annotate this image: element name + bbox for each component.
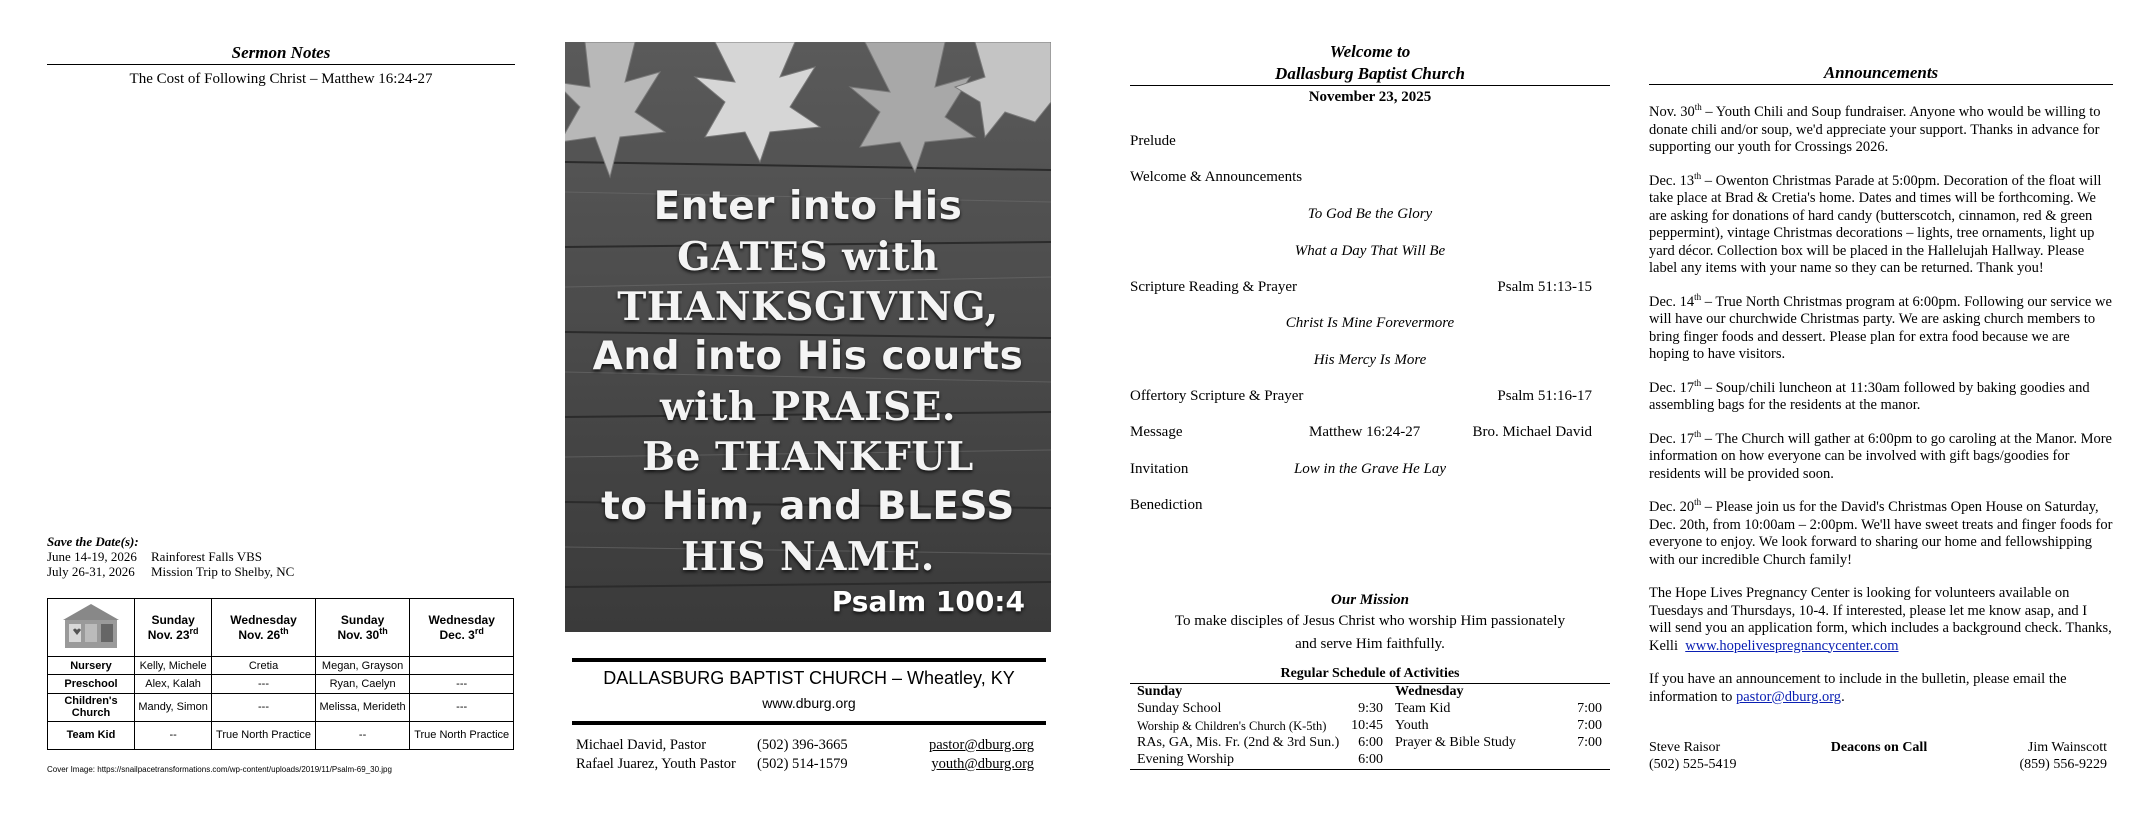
staff-contact-row bbox=[576, 737, 1046, 754]
schedule-column-header: Wednesday Dec. 3rd bbox=[410, 599, 514, 657]
schedule-activity: Team Kid bbox=[1395, 701, 1451, 716]
schedule-time: 7:00 bbox=[1577, 735, 1602, 750]
save-date-event: Mission Trip to Shelby, NC bbox=[151, 564, 295, 579]
mission-line: To make disciples of Jesus Christ who worship Him passionately bbox=[1174, 613, 1566, 629]
table-row: Team Kid -- True North Practice -- True North Practice bbox=[48, 721, 514, 749]
staff-email-link[interactable]: pastor@dburg.org bbox=[928, 737, 1034, 753]
staff-phone: (502) 396-3665 bbox=[757, 737, 848, 753]
schedule-activity: RAs, GA, Mis. Fr. (2nd & 3rd Sun.) bbox=[1137, 735, 1340, 750]
hymn-title: His Mercy Is More bbox=[1313, 352, 1427, 368]
cover-image-credit: Cover Image: https://snailpacetransformations.com/wp-content/uploads/2019/11/Psalm-69_30.jpg bbox=[47, 765, 392, 774]
bulletin-note: If you have an announcement to include in the bulletin, please email the information to pastor@dburg.org. bbox=[1649, 671, 2067, 705]
service-date: November 23, 2025 bbox=[1308, 89, 1432, 105]
schedule-time: 6:00 bbox=[1358, 752, 1383, 767]
sermon-notes-heading: Sermon Notes bbox=[231, 43, 331, 62]
deacon-left-phone: (502) 525-5419 bbox=[1649, 757, 1737, 772]
cover-image bbox=[565, 42, 1051, 632]
mission-heading: Our Mission bbox=[1331, 592, 1409, 608]
schedule-activity: Worship & Children's Church (K-5th) bbox=[1137, 719, 1327, 733]
save-date-item bbox=[47, 549, 262, 565]
sermon-notes-rule bbox=[47, 64, 515, 65]
deacon-right-name: Jim Wainscott bbox=[2027, 740, 2107, 755]
save-date-item bbox=[47, 564, 294, 580]
mission-line: and serve Him faithfully. bbox=[1295, 636, 1445, 652]
cover-line: HIS NAME. bbox=[681, 534, 935, 580]
save-date-date: July 26-31, 2026 bbox=[47, 564, 135, 579]
schedule-activity: Sunday School bbox=[1137, 701, 1222, 716]
church-family-logo bbox=[48, 599, 135, 657]
schedule-time: 6:00 bbox=[1358, 735, 1383, 750]
hymn-title: Christ Is Mine Forevermore bbox=[1285, 315, 1455, 331]
pregnancy-center-announcement: The Hope Lives Pregnancy Center is looking for volunteers available on Tuesdays and Thursdays, 10-4. If interested, please let me know asap, and I will send you an application form, which includes a background check. Thanks, Kelli www.hopelivespregnancycenter.com bbox=[1649, 585, 2112, 654]
schedule-column-header: Sunday Nov. 30th bbox=[315, 599, 410, 657]
save-date-event: Rainforest Falls VBS bbox=[151, 549, 262, 564]
announcement-list bbox=[1649, 104, 2113, 722]
regular-schedule-heading: Regular Schedule of Activities bbox=[1280, 666, 1460, 681]
schedule-day-label: Sunday bbox=[1137, 684, 1183, 699]
cover-verse bbox=[565, 182, 1051, 582]
cover-line: with PRAISE. bbox=[659, 384, 957, 430]
announcement-item: Dec. 13th – Owenton Christmas Parade at 5:00pm. Decoration of the float will take place at Brad & Cretia's home. Dates and times will be forthcoming. We are asking for donations of hard candy (butterscotch, cinnamon, red & green peppermint), vintage Christmas decorations – lights, tree ornaments, light up yard décor. Collection box will be placed in the Hallelujah Hallway. Please label any items with your name so they can be returned. Thank you! bbox=[1649, 170, 2102, 276]
deacon-left-name: Steve Raisor bbox=[1649, 740, 1721, 755]
service-item: Scripture Reading & Prayer bbox=[1130, 279, 1298, 295]
sermon-title: The Cost of Following Christ – Matthew 16:24-27 bbox=[129, 71, 433, 87]
message-speaker: Bro. Michael David bbox=[1472, 424, 1592, 440]
cover-reference: Psalm 100:4 bbox=[831, 585, 1025, 618]
announcement-item: Dec. 17th – Soup/chili luncheon at 11:30am followed by baking goodies and assembling bags for the residents at the manor. bbox=[1649, 377, 2090, 413]
message-passage: Matthew 16:24-27 bbox=[1309, 424, 1421, 440]
staff-name: Michael David, Pastor bbox=[576, 737, 707, 753]
hymn-title: What a Day That Will Be bbox=[1294, 243, 1446, 259]
service-item: Benediction bbox=[1130, 497, 1203, 513]
cover-line: GATES with bbox=[677, 234, 939, 280]
announcements-heading: Announcements bbox=[1823, 63, 1939, 82]
cover-line: Enter into His bbox=[653, 184, 963, 229]
staff-contact-row bbox=[576, 756, 1046, 773]
schedule-bottom-rule bbox=[1130, 769, 1610, 770]
schedule-time: 9:30 bbox=[1358, 701, 1383, 716]
schedule-time: 10:45 bbox=[1351, 718, 1383, 733]
church-website: www.dburg.org bbox=[762, 695, 856, 711]
schedule-time: 7:00 bbox=[1577, 701, 1602, 716]
schedule-activity: Evening Worship bbox=[1137, 752, 1234, 767]
save-date-date: June 14-19, 2026 bbox=[47, 549, 137, 564]
table-row: Children's Church Mandy, Simon --- Melissa, Merideth --- bbox=[48, 693, 514, 721]
announcement-item: Dec. 17th – The Church will gather at 6:00pm to go caroling at the Manor. More information on how everyone can be involved with gift bags/goodies for residents will be provided soon. bbox=[1649, 428, 2112, 482]
staff-name: Rafael Juarez, Youth Pastor bbox=[576, 756, 736, 772]
deacons-on-call-heading: Deacons on Call bbox=[1830, 740, 1928, 755]
service-item: Prelude bbox=[1130, 133, 1176, 149]
service-item: Message bbox=[1130, 424, 1183, 440]
schedule-activity: Prayer & Bible Study bbox=[1395, 735, 1516, 750]
bulletin-email-link[interactable]: pastor@dburg.org bbox=[1736, 688, 1842, 705]
welcome-rule bbox=[1130, 85, 1610, 86]
schedule-column-header: Sunday Nov. 23rd bbox=[135, 599, 212, 657]
hymn-title: Low in the Grave He Lay bbox=[1293, 461, 1447, 477]
welcome-heading-line1: Welcome to bbox=[1329, 42, 1411, 61]
table-row: Nursery Kelly, Michele Cretia Megan, Grayson bbox=[48, 657, 514, 675]
announcement-item: Nov. 30th – Youth Chili and Soup fundraiser. Anyone who would be willing to donate chili and/or soup, we'd appreciate your support. Thanks in advance for supporting our youth for Crossings 2026. bbox=[1649, 102, 2101, 155]
schedule-time: 7:00 bbox=[1577, 718, 1602, 733]
announcements-rule bbox=[1649, 84, 2113, 85]
save-dates-heading: Save the Date(s): bbox=[47, 534, 139, 549]
schedule-column-header: Wednesday Nov. 26th bbox=[212, 599, 316, 657]
table-row: Preschool Alex, Kalah --- Ryan, Caelyn --- bbox=[48, 675, 514, 693]
hymn-title: To God Be the Glory bbox=[1307, 206, 1433, 222]
pregnancy-center-link[interactable]: www.hopelivespregnancycenter.com bbox=[1685, 637, 1899, 654]
cover-line: to Him, and BLESS bbox=[601, 484, 1015, 529]
cover-line: THANKSGIVING, bbox=[617, 284, 999, 330]
schedule-activity: Youth bbox=[1395, 718, 1429, 733]
church-family-logo-icon bbox=[59, 602, 123, 650]
cover-line: And into His courts bbox=[592, 334, 1024, 379]
cover-line: Be THANKFUL bbox=[642, 434, 974, 480]
scripture-reference: Psalm 51:16-17 bbox=[1497, 388, 1592, 404]
announcement-item: Dec. 20th – Please join us for the David's Christmas Open House on Saturday, Dec. 20th, from 10:00am – 2:00pm. We'll have sweet treats and finger foods for everyone to enjoy. We look forward to sharing our home and fellowshipping with our incredible Church family! bbox=[1649, 497, 2113, 568]
staff-phone: (502) 514-1579 bbox=[757, 756, 848, 772]
schedule-day-label: Wednesday bbox=[1395, 684, 1464, 699]
scripture-reference: Psalm 51:13-15 bbox=[1497, 279, 1592, 295]
schedule-top-rule bbox=[1130, 683, 1610, 684]
announcement-item: Dec. 14th – True North Christmas program at 6:00pm. Following our service we will have our churchwide Christmas party. We are asking church members to bring finger foods and dessert. Please plan for extra food because we are hoping to have visitors. bbox=[1649, 291, 2112, 362]
deacon-right-phone: (859) 556-9229 bbox=[2019, 757, 2107, 772]
church-header-bottom-bar bbox=[572, 721, 1046, 725]
nursery-schedule-table bbox=[47, 598, 514, 750]
church-name-line: DALLASBURG BAPTIST CHURCH – Wheatley, KY bbox=[603, 668, 1015, 688]
service-item: Welcome & Announcements bbox=[1130, 169, 1303, 185]
welcome-heading-line2: Dallasburg Baptist Church bbox=[1275, 64, 1465, 83]
staff-email-link[interactable]: youth@dburg.org bbox=[931, 756, 1034, 772]
service-item: Offertory Scripture & Prayer bbox=[1130, 388, 1304, 404]
church-header-top-bar bbox=[572, 658, 1046, 662]
service-item: Invitation bbox=[1130, 461, 1189, 477]
